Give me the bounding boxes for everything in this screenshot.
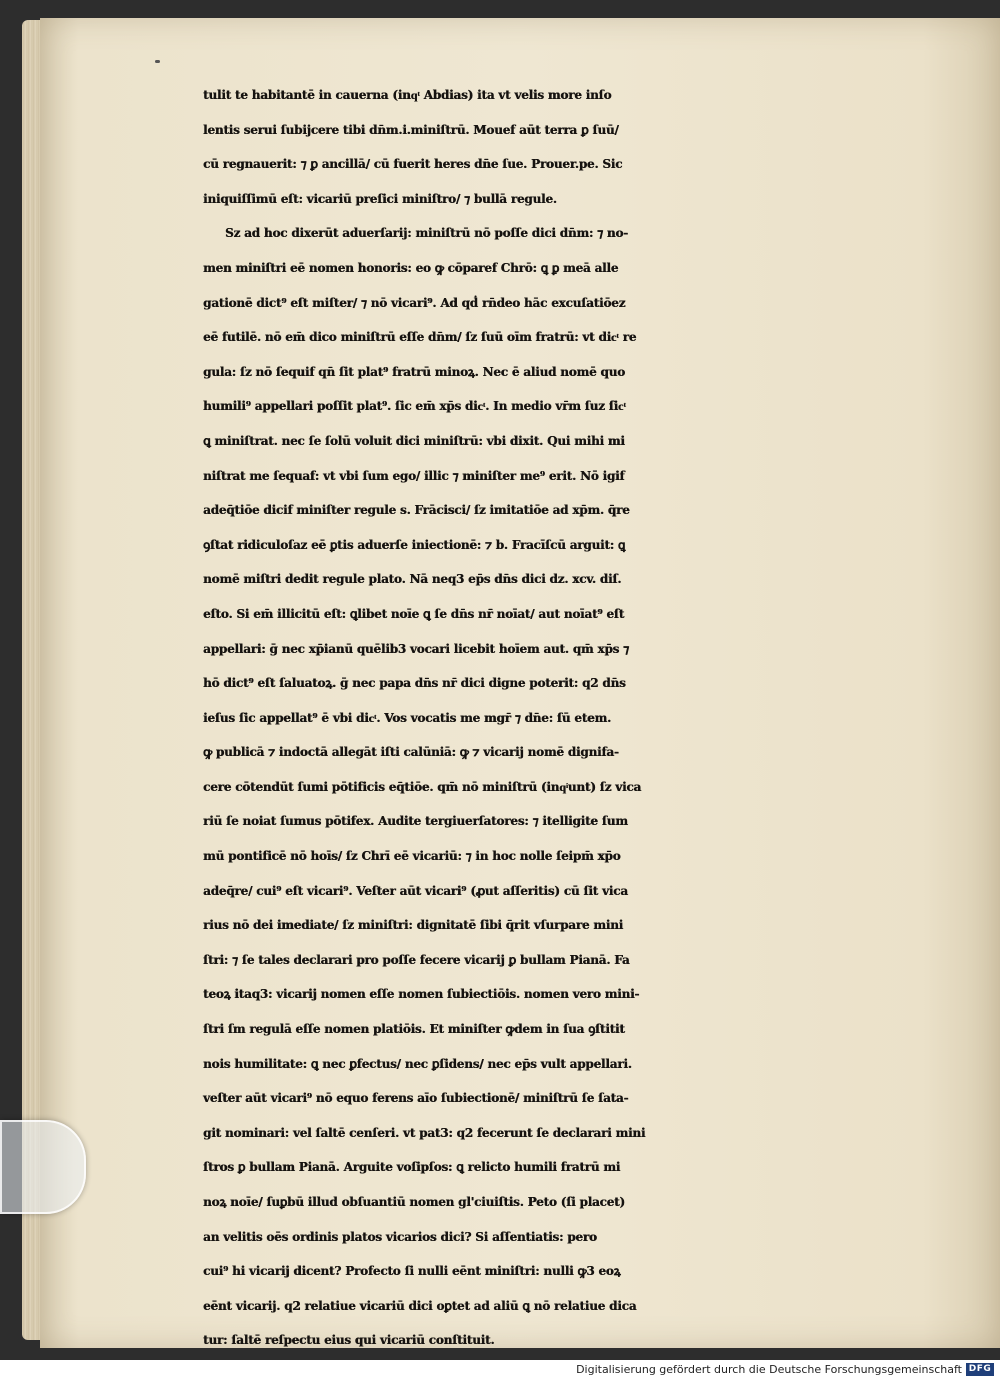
text-line: ſtri: ⁊ ſe tales declarari pro poſſe fecere vicarij ꝑ bullam Pianā. Fa (203, 952, 630, 967)
text-line: adeq̄re/ cui⁹ eſt vicari⁹. Veſter aūt vicari⁹ (ꝓut aſſeritis) cū ſit vica (203, 883, 628, 898)
text-line: appellari: ḡ nec xp̄ianū quēlib3 vocari licebit hoīem aut. qm̄ xp̄s ⁊ (203, 641, 629, 656)
text-line: niſtrat me ſequaf: vt vbi ſum ego/ illic ⁊ miniſter me⁹ erit. Nō igif (203, 468, 625, 483)
text-line: Sz ad hoc dixerūt aduerſarij: miniſtrū nō poſſe dici dn̄m: ⁊ no- (225, 226, 628, 241)
page-speck (155, 60, 160, 63)
text-line: cū regnauerit: ⁊ ꝑ ancillā/ cū fuerit heres dn̄e ſue. Prouer.pe. Sic (203, 157, 623, 172)
text-line: humili⁹ appellari poſſit plat⁹. ſic em̄ xp̄s dicͭ. In medio vr̄m ſuz ſicͭ (203, 399, 626, 414)
text-line: tulit te habitantē in cauerna (inqͭ Abdias) ita vt velis more inſo (203, 88, 612, 102)
dfg-logo: DFG (966, 1363, 994, 1376)
text-line: an velitis oēs ordinis platos vicarios dici? Si aſſentiatis: pero (203, 1229, 597, 1244)
text-line: riū ſe noiat ſumus pōtifex. Audite tergiuerſatores: ⁊ itelligite ſum (203, 814, 628, 829)
text-line: teoꝝ itaq3: vicarij nomen eſſe nomen ſubiectiōis. nomen vero mini- (203, 987, 640, 1002)
text-line: eſto. Si em̄ illicitū eſt: ꝗlibet noīe ꝗ ſe dn̄s nr̄ noīat/ aut noīat⁹ eſt (203, 606, 625, 621)
text-line: iniquiſſimū eſt: vicariū preſici miniſtro/ ⁊ bullā regule. (203, 191, 557, 206)
text-line: cui⁹ hi vicarij dicent? Profecto ſi nulli eēnt miniſtri: nulli ꝙ3 eoꝝ (203, 1264, 621, 1279)
text-line: mū pontificē nō hoīs/ ſz Chrī eē vicariū: ⁊ in hoc nolle ſeipm̄ xp̄o (203, 849, 621, 864)
text-line: ꝗ miniſtrat. nec ſe ſolū voluit dici miniſtrū: vbi dixit. Qui mihi mi (203, 433, 625, 448)
text-line: men miniſtri eē nomen honoris: eo ꝙ cōparef Chrō: ꝗ ꝑ meā alle (203, 260, 619, 275)
text-line: veſter aūt vicari⁹ nō equo ferens aīo ſubiectionē/ miniſtrū ſe ſata- (203, 1091, 629, 1106)
text-line: cere cōtendūt ſumi pōtificis eq̄tiōe. qm̄ nō miniſtrū (inqͥunt) ſz vica (203, 779, 641, 794)
text-line: gationē dict⁹ eſt miſter/ ⁊ nō vicari⁹. Ad qḋ rn̄deo hāc excuſatiōez (203, 295, 626, 310)
text-line: eēnt vicarij. q2 relatiue vicariū dici oꝑtet ad aliū ꝗ nō relatiue dica (203, 1298, 637, 1313)
page-text-block (203, 78, 923, 1358)
text-line: ꝯſtat ridiculoſaz eē ꝑtis aduerſe iniectionē: ⁊ b. Fracīſcū arguit: ꝗ (203, 537, 626, 552)
text-line: rius nō dei imediate/ ſz miniſtri: dignitatē ſibi q̄rit vſurpare mini (203, 918, 624, 933)
text-line: hō dict⁹ eſt ſaluatoꝝ. ḡ nec papa dn̄s nr̄ dici digne poterit: q2 dn̄s (203, 676, 626, 691)
text-line: tur: ſaltē reſpectu eius qui vicariū conſtituit. (203, 1333, 495, 1348)
text-line: nois humilitate: ꝗ nec ꝑfectus/ nec ꝑſidens/ nec ep̄s vult appellari. (203, 1056, 632, 1071)
footer-credit: Digitalisierung gefördert durch die Deutsche Forschungsgemeinschaft (576, 1363, 962, 1376)
page-clip (0, 1120, 86, 1214)
text-line: ꝙ publicā ⁊ indoctā allegāt iſti calūniā: ꝙ ⁊ vicarij nomē dignifa- (203, 745, 619, 760)
text-line: lentis serui ſubijcere tibi dn̄m.i.miniſtrū. Mouef aūt terra ꝑ ſuū/ (203, 122, 619, 137)
text-line: gula: ſz nō ſequif qn̄ ſit plat⁹ fratrū minoꝝ. Nec ē aliud nomē quo (203, 364, 625, 379)
text-line: nomē miſtri dedit regule plato. Nā neq3 ep̄s dn̄s dici dz. xcv. diſ. (203, 572, 622, 587)
text-line: git nominari: vel ſaltē cenſeri. vt pat3: q2 fecerunt ſe declarari mini (203, 1125, 646, 1140)
text-line: ſtros ꝑ bullam Pianā. Arguite voſipſos: ꝗ relicto humili fratrū mi (203, 1160, 621, 1175)
digitization-footer (0, 1360, 1000, 1380)
text-line: adeq̄tiōe dicif miniſter regule s. Frācisci/ ſz imitatiōe ad xp̄m. q̄re (203, 503, 630, 518)
text-line: ſtri ſm regulā eſſe nomen platiōis. Et miniſter ꝙdem in ſua ꝯſtitit (203, 1022, 625, 1037)
text-line: noꝝ noīe/ ſuꝑbū illud obſuantiū nomen gl'ciuiſtis. Peto (ſi placet) (203, 1195, 625, 1209)
text-line: ieſus ſic appellat⁹ ē vbi dicͭ. Vos vocatis me mgr̄ ⁊ dn̄e: ſū etem. (203, 710, 611, 725)
text-line: eē futilē. nō em̄ dico miniſtrū eſſe dn̄m/ ſz ſuū oīm fratrū: vt dicͭ re (203, 330, 637, 345)
